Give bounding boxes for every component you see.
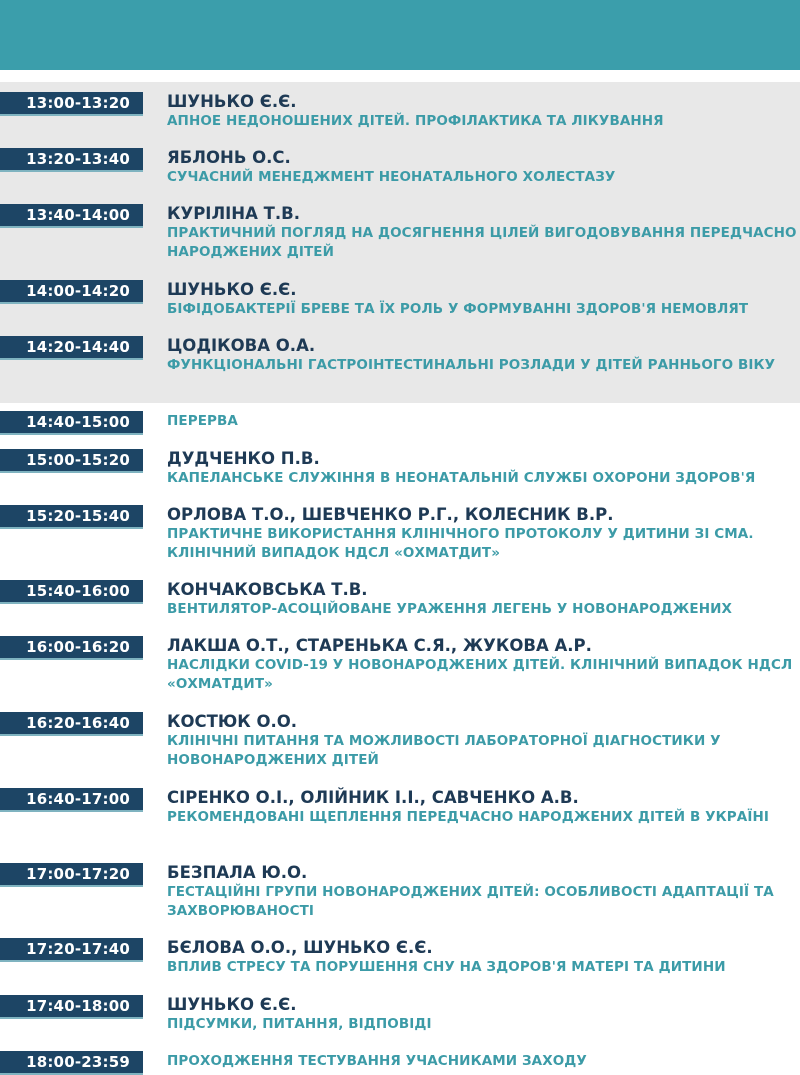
- talk-topic: АПНОЕ НЕДОНОШЕНИХ ДІТЕЙ. ПРОФІЛАКТИКА ТА ЛІКУВАННЯ: [167, 113, 664, 129]
- speaker-name: СІРЕНКО О.І., ОЛІЙНИК І.І., САВЧЕНКО А.В.: [167, 788, 579, 807]
- speaker-name: ЦОДІКОВА О.А.: [167, 336, 316, 355]
- time-slot: 16:20-16:40: [0, 712, 143, 734]
- time-slot: 18:00-23:59: [0, 1051, 143, 1073]
- time-slot: 14:00-14:20: [0, 280, 143, 302]
- talk-topic: КЛІНІЧНІ ПИТАННЯ ТА МОЖЛИВОСТІ ЛАБОРАТОРНОЇ ДІАГНОСТИКИ У НОВОНАРОДЖЕНИХ ДІТЕЙ: [167, 733, 721, 768]
- time-slot: 14:20-14:40: [0, 336, 143, 358]
- talk-topic: ПЕРЕРВА: [167, 413, 238, 429]
- speaker-name: КУРІЛІНА Т.В.: [167, 204, 300, 223]
- talk-topic: СУЧАСНИЙ МЕНЕДЖМЕНТ НЕОНАТАЛЬНОГО ХОЛЕСТАЗУ: [167, 169, 616, 185]
- talk-topic: ПРОХОДЖЕННЯ ТЕСТУВАННЯ УЧАСНИКАМИ ЗАХОДУ: [167, 1053, 587, 1069]
- talk-topic: ПІДСУМКИ, ПИТАННЯ, ВІДПОВІДІ: [167, 1016, 432, 1032]
- time-slot: 16:00-16:20: [0, 636, 143, 658]
- speaker-name: ШУНЬКО Є.Є.: [167, 995, 297, 1014]
- time-slot: 17:20-17:40: [0, 938, 143, 960]
- time-slot: 13:20-13:40: [0, 148, 143, 170]
- time-slot: 16:40-17:00: [0, 788, 143, 810]
- time-slot: 13:00-13:20: [0, 92, 143, 114]
- speaker-name: ЯБЛОНЬ О.С.: [167, 148, 291, 167]
- talk-topic: ПРАКТИЧНИЙ ПОГЛЯД НА ДОСЯГНЕННЯ ЦІЛЕЙ ВИГОДОВУВАННЯ ПЕРЕДЧАСНО НАРОДЖЕНИХ ДІТЕЙ: [167, 225, 797, 260]
- time-slot: 13:40-14:00: [0, 204, 143, 226]
- speaker-name: БЄЛОВА О.О., ШУНЬКО Є.Є.: [167, 938, 433, 957]
- talk-topic: ПРАКТИЧНЕ ВИКОРИСТАННЯ КЛІНІЧНОГО ПРОТОКОЛУ У ДИТИНИ ЗІ СМА. КЛІНІЧНИЙ ВИПАДОК НДСЛ «ОХМАТДИТ»: [167, 526, 754, 561]
- talk-topic: РЕКОМЕНДОВАНІ ЩЕПЛЕННЯ ПЕРЕДЧАСНО НАРОДЖЕНИХ ДІТЕЙ В УКРАЇНІ: [167, 809, 769, 825]
- talk-topic: КАПЕЛАНСЬКЕ СЛУЖІННЯ В НЕОНАТАЛЬНІЙ СЛУЖБІ ОХОРОНИ ЗДОРОВ'Я: [167, 470, 756, 486]
- talk-topic: ВЕНТИЛЯТОР-АСОЦІЙОВАНЕ УРАЖЕННЯ ЛЕГЕНЬ У НОВОНАРОДЖЕНИХ: [167, 601, 732, 617]
- talk-topic: ВПЛИВ СТРЕСУ ТА ПОРУШЕННЯ СНУ НА ЗДОРОВ'Я МАТЕРІ ТА ДИТИНИ: [167, 959, 726, 975]
- speaker-name: ДУДЧЕНКО П.В.: [167, 449, 320, 468]
- speaker-name: КОНЧАКОВСЬКА Т.В.: [167, 580, 368, 599]
- talk-topic: БІФІДОБАКТЕРІЇ БРЕВЕ ТА ЇХ РОЛЬ У ФОРМУВАННІ ЗДОРОВ'Я НЕМОВЛЯТ: [167, 301, 749, 317]
- time-slot: 15:00-15:20: [0, 449, 143, 471]
- speaker-name: ЛАКША О.Т., СТАРЕНЬКА С.Я., ЖУКОВА А.Р.: [167, 636, 592, 655]
- speaker-name: КОСТЮК О.О.: [167, 712, 298, 731]
- time-slot: 17:00-17:20: [0, 863, 143, 885]
- speaker-name: БЕЗПАЛА Ю.О.: [167, 863, 308, 882]
- time-slot: 15:20-15:40: [0, 505, 143, 527]
- time-slot: 15:40-16:00: [0, 580, 143, 602]
- talk-topic: ФУНКЦІОНАЛЬНІ ГАСТРОІНТЕСТИНАЛЬНІ РОЗЛАДИ У ДІТЕЙ РАННЬОГО ВІКУ: [167, 357, 776, 373]
- time-slot: 17:40-18:00: [0, 995, 143, 1017]
- speaker-name: ОРЛОВА Т.О., ШЕВЧЕНКО Р.Г., КОЛЕСНИК В.Р.: [167, 505, 614, 524]
- time-slot: 14:40-15:00: [0, 411, 143, 433]
- talk-topic: НАСЛІДКИ COVID-19 У НОВОНАРОДЖЕНИХ ДІТЕЙ. КЛІНІЧНИЙ ВИПАДОК НДСЛ «ОХМАТДИТ»: [167, 657, 793, 692]
- speaker-name: ШУНЬКО Є.Є.: [167, 92, 297, 111]
- speaker-name: ШУНЬКО Є.Є.: [167, 280, 297, 299]
- talk-topic: ГЕСТАЦІЙНІ ГРУПИ НОВОНАРОДЖЕНИХ ДІТЕЙ: ОСОБЛИВОСТІ АДАПТАЦІЇ ТА ЗАХВОРЮВАНОСТІ: [167, 884, 774, 919]
